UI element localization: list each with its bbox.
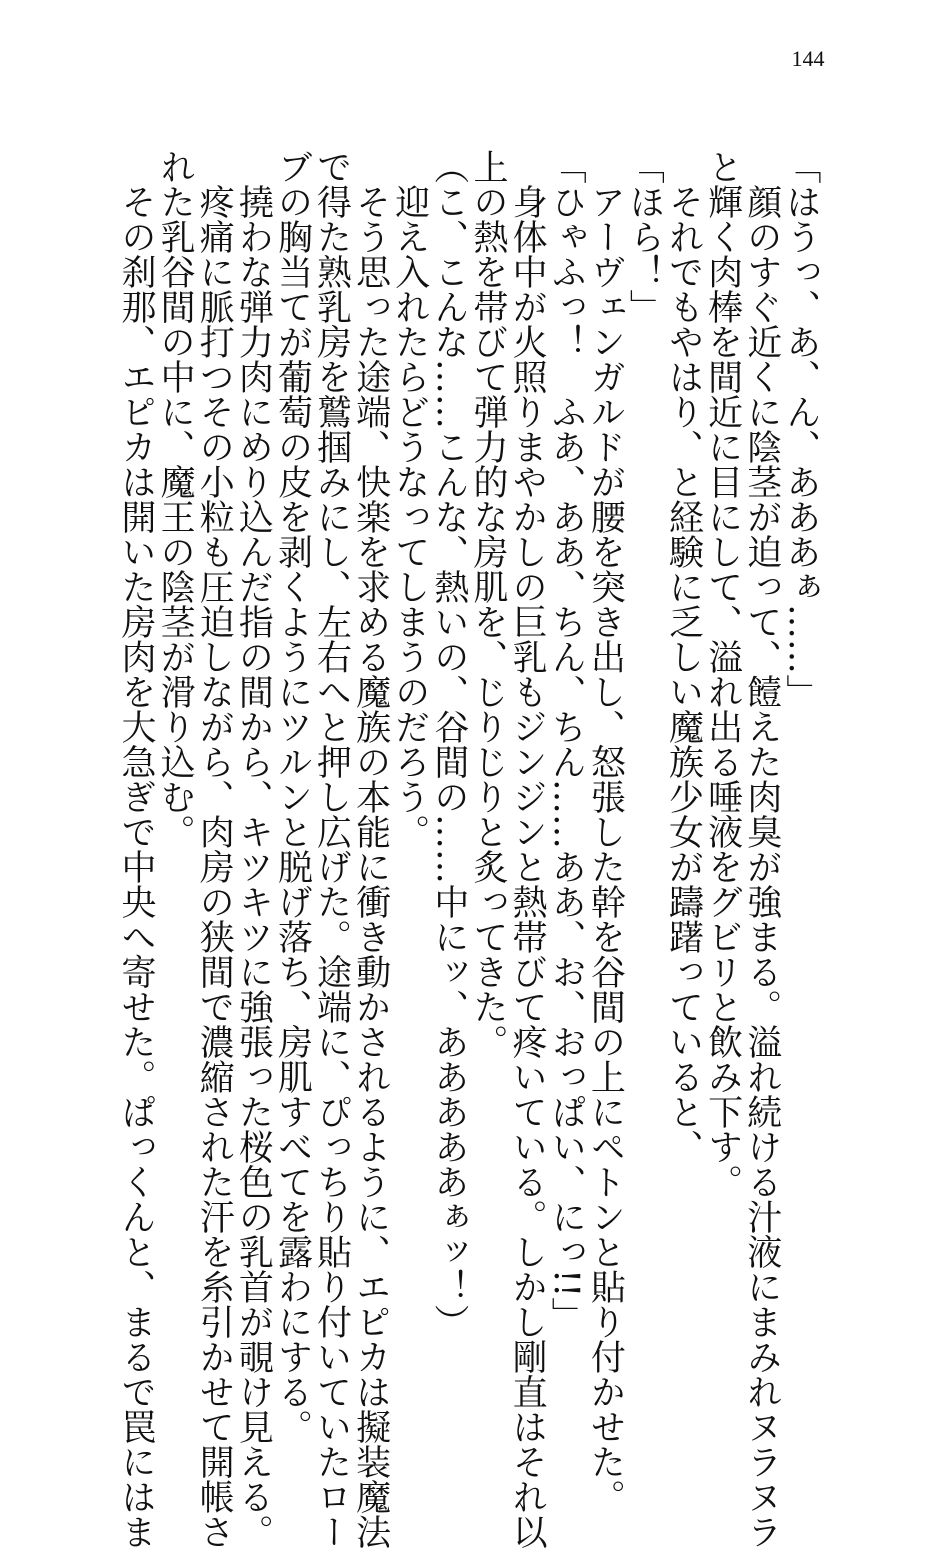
text-line: 「はうっ、あ、ん、あああぁ……」 — [780, 149, 821, 709]
text-line: そう思った途端、快楽を求める魔族の本能に衝き動かされるように、エピカは擬装魔法 — [350, 149, 391, 1549]
text-line: と輝く肉棒を間近に目にして、溢れ出る唾液をグビリと飲み下す。 — [702, 149, 743, 1199]
vertical-text-body — [116, 149, 821, 1549]
text-line: 「ひゃふっ！ ふあ、ああ、ちん、ちん……ああ、お、おっぱい、にっ!!」 — [546, 149, 587, 1333]
text-line: 撓わな弾力肉にめり込んだ指の間から、キツキツに強張った桜色の乳首が覗け見える。 — [233, 149, 274, 1549]
text-line: 身体中が火照りまやかしの巨乳もジンジンと熱帯びて疼いている。しかし剛直はそれ以 — [507, 149, 548, 1549]
text-line: 上の熱を帯びて弾力的な房肌を、じりじりと炙ってきた。 — [467, 149, 508, 1059]
text-line: で得た熟乳房を鷲掴みにし、左右へと押し広げた。途端に、ぴっちり貼り付いていたロー — [311, 149, 352, 1549]
text-line: その刹那、エピカは開いた房肉を大急ぎで中央へ寄せた。ぱっくんと、まるで罠にはま — [116, 149, 156, 1549]
text-line: 迎え入れたらどうなってしまうのだろう。 — [389, 149, 430, 849]
text-line: ブの胸当てが葡萄の皮を剥くようにツルンと脱げ落ち、房肌すべてを露わにする。 — [272, 149, 313, 1444]
text-line: れた乳谷間の中に、魔王の陰茎が滑り込む。 — [155, 149, 196, 849]
text-line: アーヴェンガルドが腰を突き出し、怒張した幹を谷間の上にペトンと貼り付かせた。 — [585, 149, 626, 1514]
text-line: 顔のすぐ近くに陰茎が迫って、饐えた肉臭が強まる。溢れ続ける汁液にまみれヌラヌラ — [741, 149, 782, 1549]
text-line: 疼痛に脈打つその小粒も圧迫しながら、肉房の狭間で濃縮された汗を糸引かせて開帳さ — [194, 149, 235, 1549]
text-line: それでもやはり、と経験に乏しい魔族少女が躊躇っていると、 — [663, 149, 704, 1164]
text-line: 「ほら！」 — [624, 149, 665, 324]
page-number: 144 — [791, 46, 825, 71]
text-line: （こ、こんな……こんな、熱いの、谷間の……中にッ、あああああぁッ！） — [428, 149, 469, 1339]
